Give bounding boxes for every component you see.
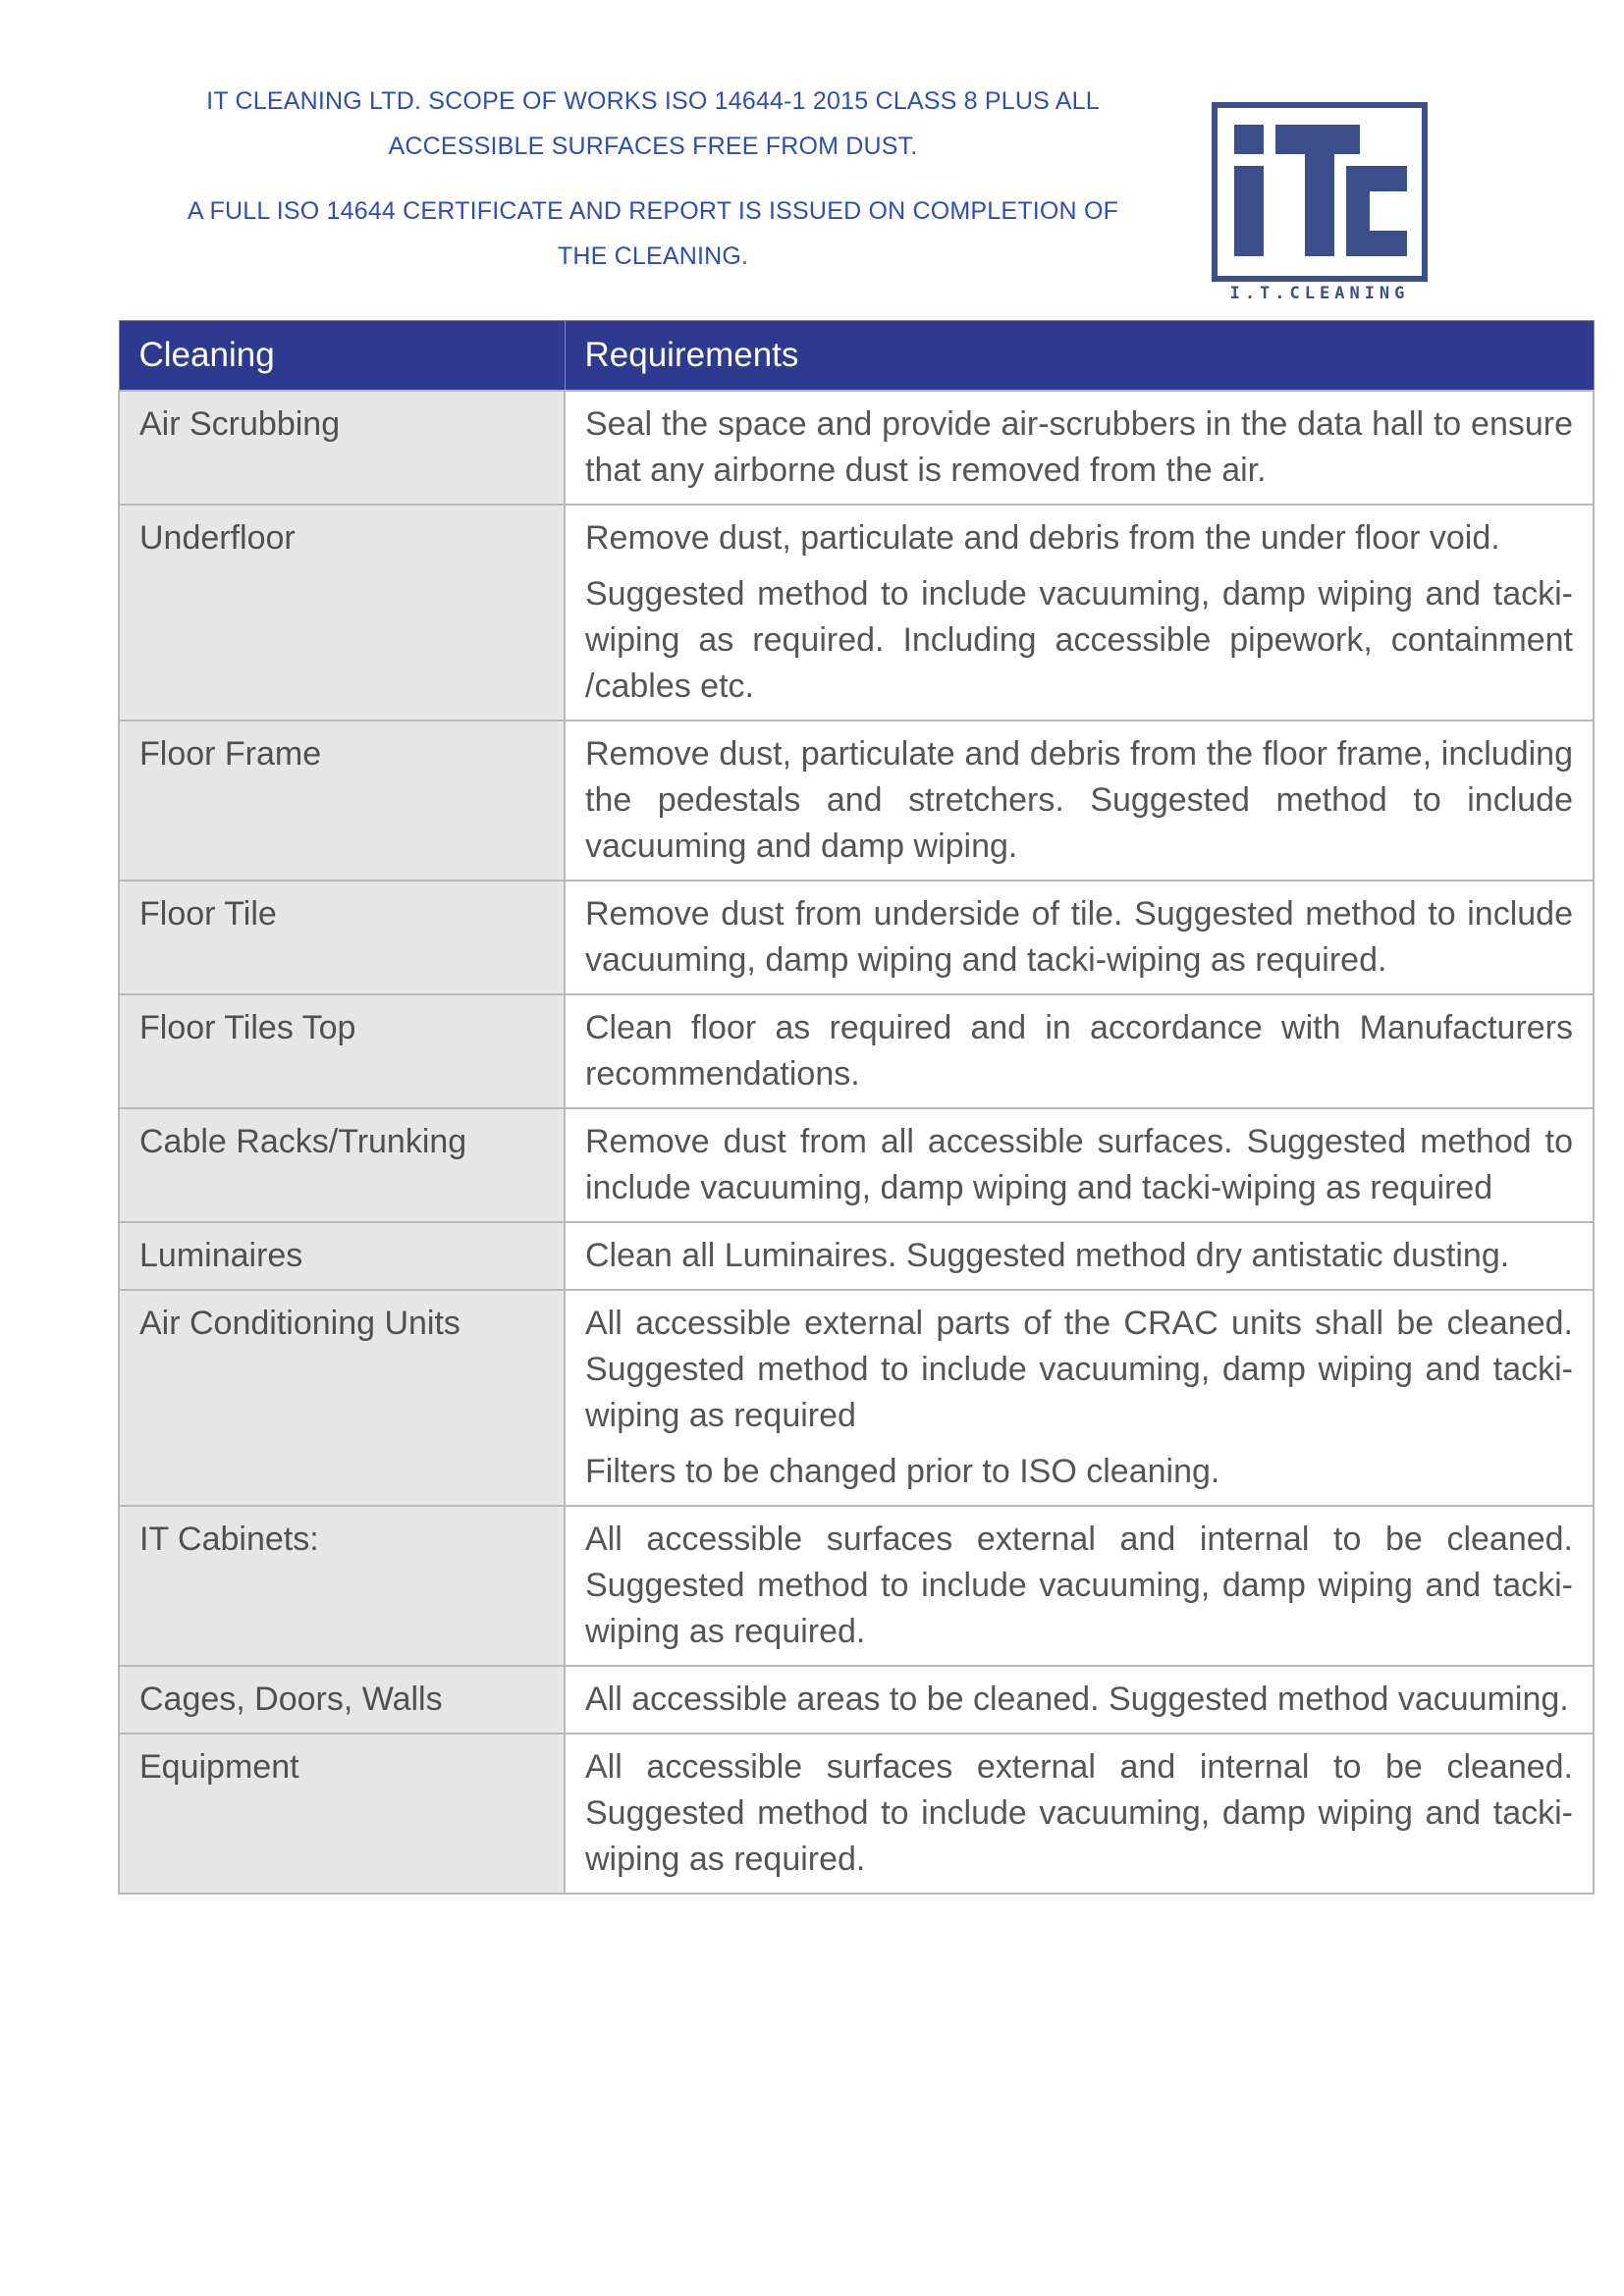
requirement-text: Suggested method to include vacuuming, damp wiping and tacki-wiping as required. Including accessible pipework, containment /cables etc. [585, 575, 1573, 705]
requirement-text: Seal the space and provide air-scrubbers in the data hall to ensure that any airborne dust is removed from the air. [585, 405, 1573, 489]
scope-table [118, 320, 1595, 1895]
requirement-cell [565, 1734, 1594, 1894]
table-row [119, 1734, 1594, 1894]
table-row [119, 1506, 1594, 1666]
requirement-text: Remove dust from underside of tile. Suggested method to include vacuuming, damp wiping and tacki-wiping as required. [585, 895, 1573, 979]
table-row [119, 1290, 1594, 1506]
requirement-cell [565, 721, 1594, 881]
table-row [119, 1222, 1594, 1290]
requirement-text: Remove dust, particulate and debris from the under floor void. [585, 519, 1500, 557]
requirement-cell [565, 994, 1594, 1108]
requirement-cell [565, 1222, 1594, 1290]
cleaning-category: Floor Tiles Top [119, 994, 565, 1108]
table-row [119, 1666, 1594, 1734]
table-row [119, 721, 1594, 881]
requirement-text: All accessible areas to be cleaned. Suggested method vacuuming. [585, 1681, 1569, 1718]
cleaning-category: Air Scrubbing [119, 391, 565, 505]
certificate-note-line-2: THE CLEANING. [557, 242, 749, 270]
requirement-text: Clean all Luminaires. Suggested method dry antistatic dusting. [585, 1237, 1510, 1274]
company-logo-caption: I.T.CLEANING [1229, 284, 1410, 303]
requirement-cell [565, 1666, 1594, 1734]
requirement-cell [565, 1506, 1594, 1666]
company-logo [1211, 101, 1429, 310]
requirement-text: Remove dust, particulate and debris from the floor frame, including the pedestals and stretchers. Suggested method to include vacuuming and damp wiping. [585, 735, 1573, 865]
requirement-cell [565, 391, 1594, 505]
column-header-requirements: Requirements [565, 321, 1594, 392]
certificate-note [147, 188, 1159, 279]
scope-heading [147, 79, 1159, 169]
scope-table-body [119, 391, 1594, 1894]
requirement-cell [565, 505, 1594, 721]
cleaning-category: Floor Tile [119, 881, 565, 994]
table-header-row [119, 321, 1594, 392]
requirement-text: Clean floor as required and in accordance with Manufacturers recommendations. [585, 1009, 1573, 1093]
cleaning-category: Underfloor [119, 505, 565, 721]
company-logo-mark [1211, 101, 1429, 283]
table-row [119, 391, 1594, 505]
requirement-cell [565, 881, 1594, 994]
requirement-text: Filters to be changed prior to ISO cleaning. [585, 1453, 1220, 1490]
requirement-text: All accessible surfaces external and internal to be cleaned. Suggested method to include vacuuming, damp wiping and tacki-wiping as required. [585, 1748, 1573, 1878]
cleaning-category: Equipment [119, 1734, 565, 1894]
requirement-cell [565, 1290, 1594, 1506]
requirement-cell [565, 1108, 1594, 1222]
cleaning-category: Floor Frame [119, 721, 565, 881]
requirement-text: Remove dust from all accessible surfaces. Suggested method to include vacuuming, damp wiping and tacki-wiping as required [585, 1123, 1573, 1206]
requirement-text: All accessible external parts of the CRAC units shall be cleaned. Suggested method to include vacuuming, damp wiping and tacki-wiping as required [585, 1305, 1573, 1434]
cleaning-category: Air Conditioning Units [119, 1290, 565, 1506]
table-row [119, 994, 1594, 1108]
table-row [119, 881, 1594, 994]
scope-heading-line-2: ACCESSIBLE SURFACES FREE FROM DUST. [388, 133, 918, 160]
certificate-note-line-1: A FULL ISO 14644 CERTIFICATE AND REPORT IS ISSUED ON COMPLETION OF [187, 197, 1119, 225]
column-header-cleaning: Cleaning [119, 321, 565, 392]
cleaning-category: Cable Racks/Trunking [119, 1108, 565, 1222]
cleaning-category: Luminaires [119, 1222, 565, 1290]
requirement-text: All accessible surfaces external and internal to be cleaned. Suggested method to include vacuuming, damp wiping and tacki-wiping as required. [585, 1521, 1573, 1650]
table-row [119, 505, 1594, 721]
cleaning-category: Cages, Doors, Walls [119, 1666, 565, 1734]
cleaning-category: IT Cabinets: [119, 1506, 565, 1666]
table-row [119, 1108, 1594, 1222]
scope-heading-line-1: IT CLEANING LTD. SCOPE OF WORKS ISO 14644-1 2015 CLASS 8 PLUS ALL [206, 87, 1100, 115]
